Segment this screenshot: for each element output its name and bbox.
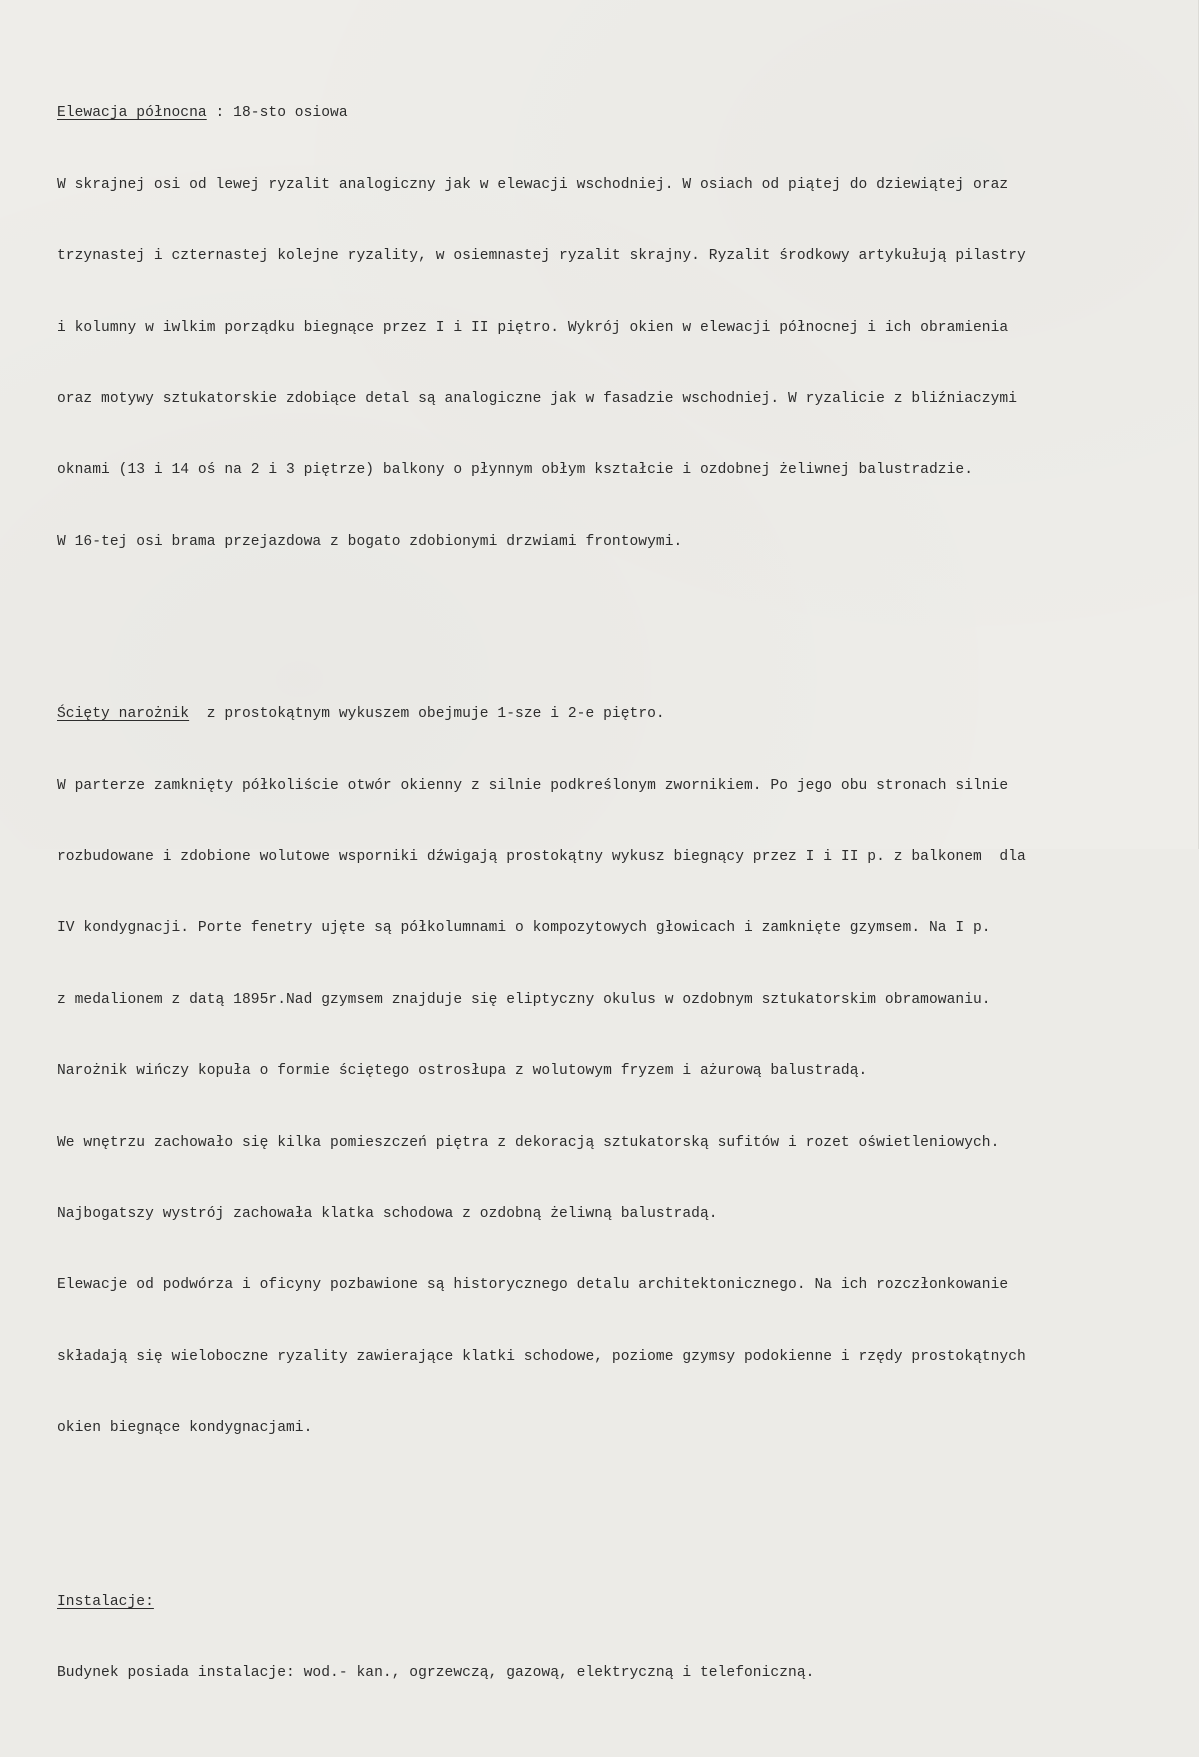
north-elevation-heading-line [57,102,1187,126]
text-line: i kolumny w iwlkim porządku biegnące przez I i II piętro. Wykrój okien w elewacji północnej i ich obramienia [57,319,1009,336]
text-line: W parterze zamknięty półkoliście otwór okienny z silnie podkreślonym zwornikiem. Po jego obu stronach silnie [57,777,1009,794]
text-line: W 16-tej osi brama przejazdowa z bogato zdobionymi drzwiami frontowymi. [57,533,683,550]
north-elevation-heading-suffix: : 18-sto osiowa [206,105,348,122]
text-line: trzynastej i czternastej kolejne ryzality, w osiemnastej ryzalit skrajny. Ryzalit środkowy artykułują pilastry [57,248,1026,265]
corner-heading-line [57,703,1187,727]
text-line: We wnętrzu zachowało się kilka pomieszczeń piętra z dekoracją sztukatorską sufitów i rozet oświetleniowych. [57,1134,1000,1151]
paragraph-gap [57,626,1187,632]
typed-text-body [57,31,1187,1757]
text-line: rozbudowane i zdobione wolutowe wsporniki dźwigają prostokątny wykusz biegnący przez I i II p. z balkonem dla [57,849,1026,866]
text-line: Narożnik wińczy kopuła o formie ściętego ostrosłupa z wolutowym fryzem i ażurową balustradą. [57,1063,868,1080]
text-line: oraz motywy sztukatorskie zdobiące detal są analogiczne jak w fasadzie wschodniej. W ryzalicie z bliźniaczymi [57,390,1018,407]
installations-heading-line [57,1591,1187,1615]
corner-heading-suffix: z prostokątnym wykuszem obejmuje 1-sze i 2-e piętro. [189,706,665,723]
paragraph-gap [57,1512,1187,1519]
north-elevation-heading: Elewacja północna [57,105,207,122]
text-line: oknami (13 i 14 oś na 2 i 3 piętrze) balkony o płynnym obłym kształcie i ozdobnej żeliwnej balustradzie. [57,462,973,479]
corner-heading: Ścięty narożnik [57,706,190,723]
text-line: Budynek posiada instalacje: wod.- kan., ogrzewczą, gazową, elektryczną i telefoniczną. [57,1665,815,1682]
text-line: okien biegnące kondygnacjami. [57,1420,313,1437]
text-line: Elewacje od podwórza i oficyny pozbawione są historycznego detalu architektonicznego. Na ich rozczłonkowanie [57,1277,1009,1294]
text-line: IV kondygnacji. Porte fenetry ujęte są półkolumnami o kompozytowych głowicach i zamknięte gzymsem. Na I p. [57,920,991,937]
installations-heading: Instalacje: [57,1593,154,1610]
text-line: Najbogatszy wystrój zachowała klatka schodowa z ozdobną żeliwną balustradą. [57,1206,718,1223]
text-line: składają się wieloboczne ryzality zawierające klatki schodowe, poziome gzymsy podokienne i rzędy prostokątnych [57,1348,1026,1365]
text-line: W skrajnej osi od lewej ryzalit analogiczny jak w elewacji wschodniej. W osiach od piątej do dziewiątej oraz [57,176,1009,193]
text-line: z medalionem z datą 1895r.Nad gzymsem znajduje się eliptyczny okulus w ozdobnym sztukatorskim obramowaniu. [57,991,991,1008]
